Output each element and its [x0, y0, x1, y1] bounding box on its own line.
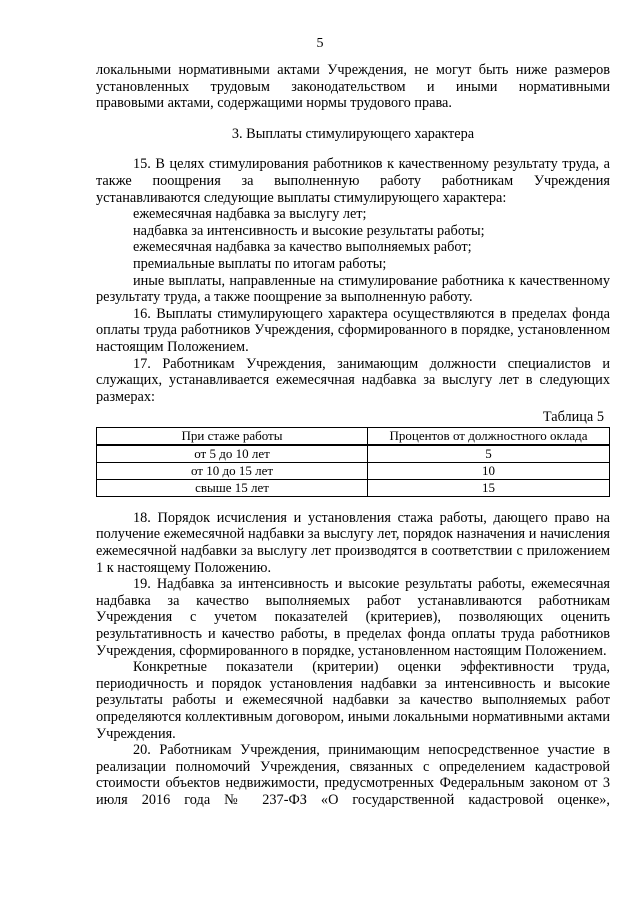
- paragraph-19-continued: Конкретные показатели (критерии) оценки эффективности труда, периодичность и порядок установления надбавки за интенсивность и высокие результаты работы и ежемесячной надбавки за качество выполняемых работ определяются коллективным договором, иными локальными нормативными актами Учреждения.: [96, 659, 610, 742]
- table-cell: 10: [368, 462, 610, 479]
- paragraph-18: 18. Порядок исчисления и установления стажа работы, дающего право на получение ежемесячной надбавки за выслугу лет, порядок назначения и начисления ежемесячной надбавки за выслугу лет производятся в соответствии с приложением 1 к настоящему Положению.: [96, 509, 610, 576]
- list-item: премиальные выплаты по итогам работы;: [133, 255, 387, 272]
- section-title: 3. Выплаты стимулирующего характера: [231, 125, 475, 142]
- paragraph-19: 19. Надбавка за интенсивность и высокие результаты работы, ежемесячная надбавка за качество выполняемых работ устанавливаются работникам Учреждения с учетом показателей (критериев), позволяющих оценить результативность и качество работы, в пределах фонда оплаты труда работников Учреждения, сформированного в порядке, установленном настоящим Положением.: [96, 576, 610, 659]
- intro-line-3: правовыми актами, содержащими нормы трудового права.: [96, 95, 452, 112]
- paragraph-17: 17. Работникам Учреждения, занимающим должности специалистов и служащих, устанавливается ежемесячная надбавка за выслугу лет в следующих размерах:: [96, 355, 610, 405]
- table-row: [97, 462, 610, 479]
- table-cell: 5: [368, 445, 610, 463]
- page-number: 5: [316, 36, 324, 51]
- seniority-table: [96, 427, 610, 497]
- paragraph-15: 15. В целях стимулирования работников к качественному результату труда, а также поощрения за выполненную работу работникам Учреждения устанавливаются следующие выплаты стимулирующего характера:: [96, 156, 610, 206]
- table-header-row: [97, 427, 610, 445]
- list-item: надбавка за интенсивность и высокие результаты работы;: [133, 222, 485, 239]
- paragraph-20: 20. Работникам Учреждения, принимающим непосредственное участие в реализации полномочий Учреждения, связанных с определением кадастровой стоимости объектов недвижимости, предусмотренных Федеральным законом от 3 июля 2016 года № 237-ФЗ «О государственной кадастровой оценке»,: [96, 742, 610, 808]
- document-body: [96, 62, 610, 809]
- table-header-cell: При стаже работы: [97, 427, 368, 445]
- table-row: [97, 479, 610, 496]
- table-cell: свыше 15 лет: [97, 479, 368, 496]
- table-cell: от 10 до 15 лет: [97, 462, 368, 479]
- table-row: [97, 445, 610, 463]
- table-header-cell: Процентов от должностного оклада: [368, 427, 610, 445]
- list-item: ежемесячная надбавка за качество выполняемых работ;: [133, 239, 472, 256]
- table-caption: Таблица 5: [542, 409, 604, 426]
- table-cell: 15: [368, 479, 610, 496]
- list-item: ежемесячная надбавка за выслугу лет;: [133, 206, 367, 223]
- table-cell: от 5 до 10 лет: [97, 445, 368, 463]
- intro-line-2: установленных трудовым законодательством и иными нормативными: [96, 78, 610, 95]
- intro-line-1: локальными нормативными актами Учреждения, не могут быть ниже размеров: [96, 62, 610, 78]
- list-item: иные выплаты, направленные на стимулирование работника к качественному результату труда, а также поощрение за выполненную работу.: [96, 272, 610, 306]
- paragraph-16: 16. Выплаты стимулирующего характера осуществляются в пределах фонда оплаты труда работников Учреждения, сформированного в порядке, установленном настоящим Положением.: [96, 305, 610, 355]
